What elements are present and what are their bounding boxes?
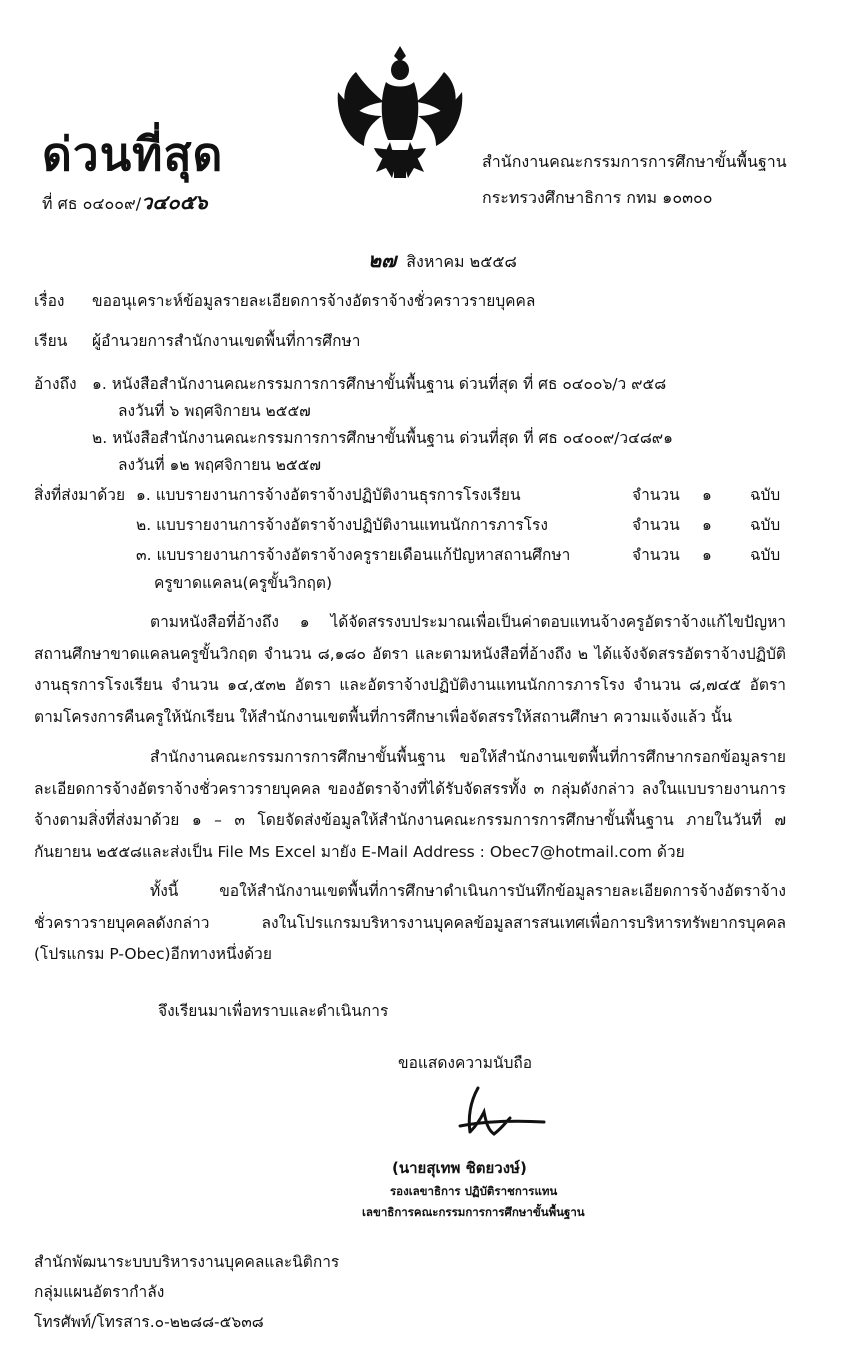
garuda-emblem-icon	[334, 42, 466, 184]
regards-text: ขอแสดงความนับถือ	[398, 1054, 533, 1072]
date-day-handwritten: ๒๗	[368, 248, 397, 272]
signatory-name: (นายสุเทพ ชิตยวงษ์)	[392, 1159, 527, 1177]
enclosure-1-unit: ฉบับ	[750, 486, 781, 504]
handwritten-signature-icon	[440, 1082, 550, 1142]
signatory-position-2: เลขาธิการคณะกรรมการการศึกษาขั้นพื้นฐาน	[362, 1205, 585, 1219]
enclosure-2-unit: ฉบับ	[750, 516, 781, 534]
reference-2-line2: ลงวันที่ ๑๒ พฤศจิกายน ๒๕๕๗	[118, 456, 322, 474]
agency-name: สำนักงานคณะกรรมการการศึกษาขั้นพื้นฐาน	[482, 152, 787, 171]
to-text: ผู้อำนวยการสำนักงานเขตพื้นที่การศึกษา	[92, 332, 361, 350]
enclosure-2-qty: ๑	[702, 516, 712, 534]
reference-1-line2: ลงวันที่ ๖ พฤศจิกายน ๒๕๕๗	[118, 402, 311, 420]
document-number	[42, 186, 208, 218]
body-paragraph-3-text: ทั้งนี้ ขอให้สำนักงานเขตพื้นที่การศึกษาดำเนินการบันทึกข้อมูลรายละเอียดการจ้างอัตราจ้างชั่วคราวรายบุคคลดังกล่าว ลงในโปรแกรมบริหารงานบุคคลข้อมูลสารสนเทศเพื่อการบริหารทรัพยากรบุคคล (โปรแกรม P-Obec)อีกทางหนึ่งด้วย	[34, 882, 786, 963]
footer-group: กลุ่มแผนอัตรากำลัง	[34, 1283, 165, 1301]
to-label: เรียน	[34, 332, 68, 350]
body-paragraph-2	[34, 742, 786, 868]
signatory-position-1: รองเลขาธิการ ปฏิบัติราชการแทน	[390, 1184, 558, 1198]
footer-department: สำนักพัฒนาระบบบริหารงานบุคคลและนิติการ	[34, 1253, 340, 1271]
body-paragraph-3	[34, 876, 786, 971]
references-label: อ้างถึง	[34, 375, 77, 393]
date-month-year: สิงหาคม ๒๕๕๘	[406, 252, 517, 271]
enclosure-3-qty-label: จำนวน	[632, 546, 680, 564]
subject-text: ขออนุเคราะห์ข้อมูลรายละเอียดการจ้างอัตราจ้างชั่วคราวรายบุคคล	[92, 292, 536, 310]
closing-line: จึงเรียนมาเพื่อทราบและดำเนินการ	[158, 1002, 389, 1020]
enclosure-3-text: ๓. แบบรายงานการจ้างอัตราจ้างครูรายเดือนแก้ปัญหาสถานศึกษา	[136, 546, 571, 564]
enclosure-3-line2: ครูขาดแคลน(ครูขั้นวิกฤต)	[154, 574, 333, 592]
body-paragraph-1	[34, 607, 786, 733]
document-number-handwritten: ว๔๐๕๖	[141, 190, 208, 214]
enclosure-3-qty: ๑	[702, 546, 712, 564]
enclosure-1-text: ๑. แบบรายงานการจ้างอัตราจ้างปฏิบัติงานธุรการโรงเรียน	[136, 486, 521, 504]
letter-date	[368, 244, 517, 276]
enclosure-1-qty: ๑	[702, 486, 712, 504]
enclosure-2-qty-label: จำนวน	[632, 516, 680, 534]
document-number-prefix: ที่ ศธ ๐๔๐๐๙/	[42, 194, 142, 213]
urgency-stamp: ด่วนที่สุด	[42, 127, 224, 181]
body-paragraph-2-text: สำนักงานคณะกรรมการการศึกษาขั้นพื้นฐาน ขอให้สำนักงานเขตพื้นที่การศึกษากรอกข้อมูลรายละเอียดการจ้างอัตราจ้างชั่วคราวรายบุคคล ของอัตราจ้างที่ได้รับจัดสรรทั้ง ๓ กลุ่มดังกล่าว ลงในแบบรายงานการจ้างตามสิ่งที่ส่งมาด้วย ๑ – ๓ โดยจัดส่งข้อมูลให้สำนักงานคณะกรรมการการศึกษาขั้นพื้นฐาน ภายในวันที่ ๗ กันยายน ๒๕๕๘และส่งเป็น File Ms Excel มายัง E-Mail Address : Obec7@hotmail.com ด้วย	[34, 748, 786, 861]
enclosure-2-text: ๒. แบบรายงานการจ้างอัตราจ้างปฏิบัติงานแทนนักการภารโรง	[136, 516, 548, 534]
footer-phone: โทรศัพท์/โทรสาร.๐-๒๒๘๘-๕๖๓๘	[34, 1313, 264, 1331]
reference-2-line1: ๒. หนังสือสำนักงานคณะกรรมการการศึกษาขั้นพื้นฐาน ด่วนที่สุด ที่ ศธ ๐๔๐๐๙/ว๔๘๙๑	[92, 429, 673, 447]
enclosures-label: สิ่งที่ส่งมาด้วย	[34, 486, 126, 504]
reference-1-line1: ๑. หนังสือสำนักงานคณะกรรมการการศึกษาขั้นพื้นฐาน ด่วนที่สุด ที่ ศธ ๐๔๐๐๖/ว ๙๕๘	[92, 375, 667, 393]
body-paragraph-1-text: ตามหนังสือที่อ้างถึง ๑ ได้จัดสรรงบประมาณเพื่อเป็นค่าตอบแทนจ้างครูอัตราจ้างแก้ไขปัญหาสถานศึกษาขาดแคลนครูขั้นวิกฤต จำนวน ๘,๑๘๐ อัตรา และตามหนังสือที่อ้างถึง ๒ ได้แจ้งจัดสรรอัตราจ้างปฏิบัติงานธุรการโรงเรียน จำนวน ๑๔,๕๓๒ อัตรา และอัตราจ้างปฏิบัติงานแทนนักการภารโรง จำนวน ๘,๗๔๕ อัตราตามโครงการคืนครูให้นักเรียน ให้สำนักงานเขตพื้นที่การศึกษาเพื่อจัดสรรให้สถานศึกษา ความแจ้งแล้ว นั้น	[34, 613, 786, 726]
enclosure-1-qty-label: จำนวน	[632, 486, 680, 504]
enclosure-3-unit: ฉบับ	[750, 546, 781, 564]
agency-address: กระทรวงศึกษาธิการ กทม ๑๐๓๐๐	[482, 188, 713, 207]
subject-label: เรื่อง	[34, 292, 65, 310]
